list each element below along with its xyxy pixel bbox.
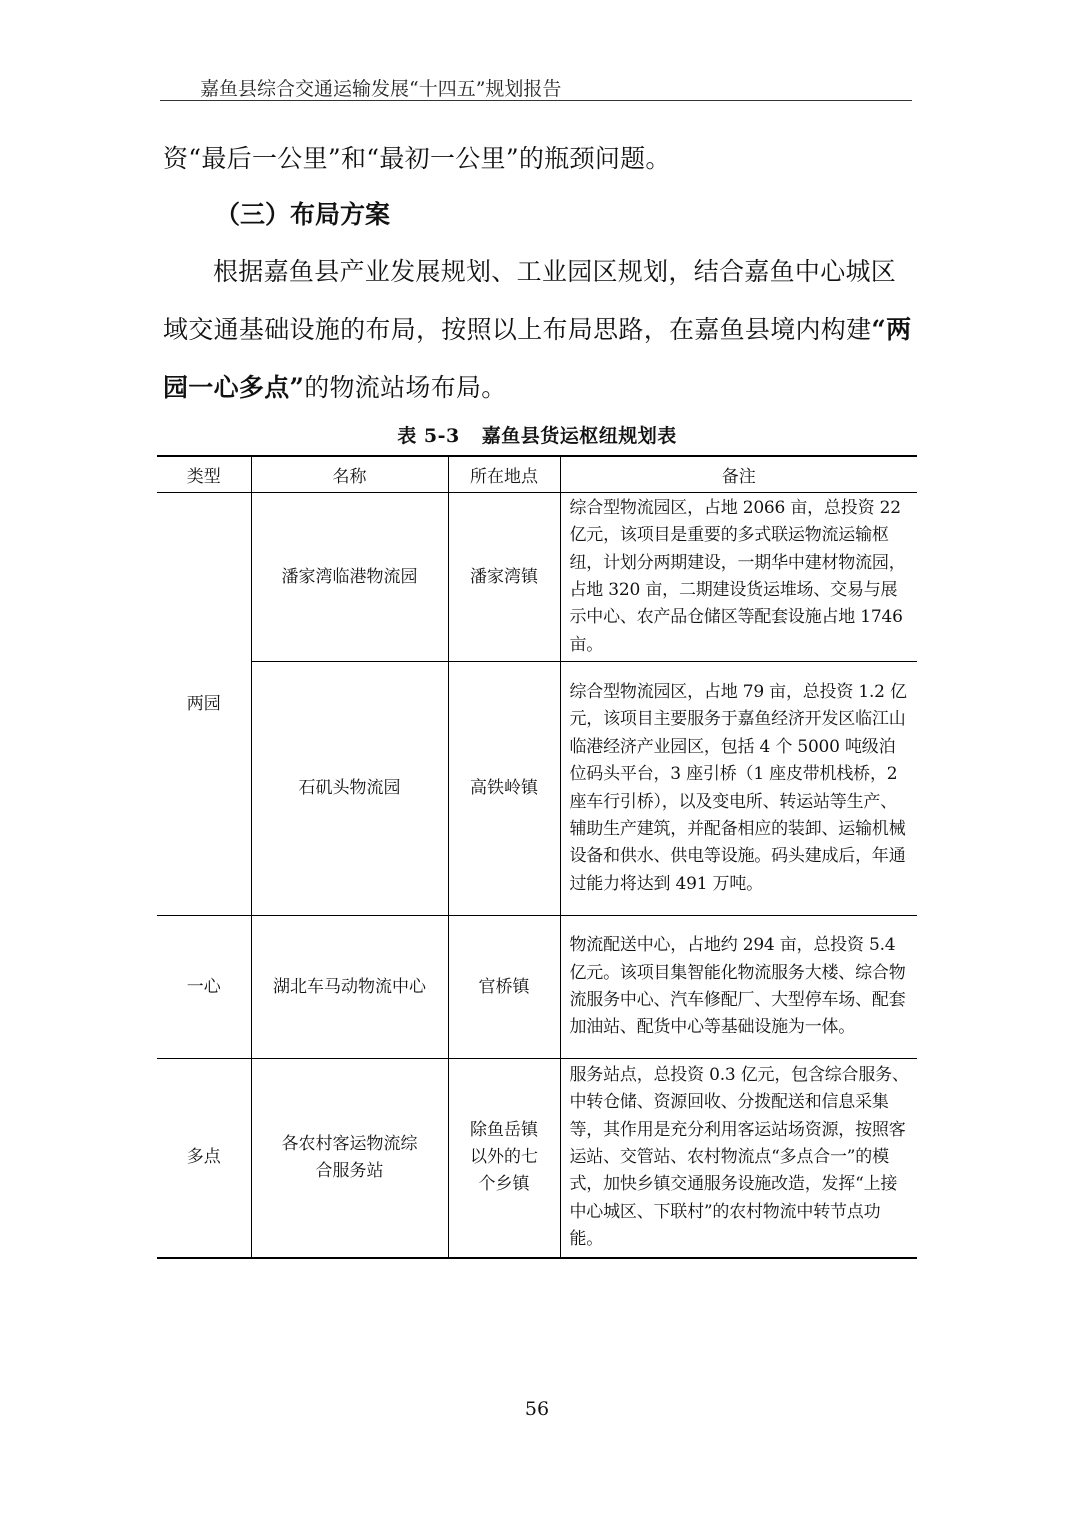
table-caption-number: 表 5-3	[397, 425, 460, 447]
section-heading: （三）布局方案	[215, 200, 391, 229]
table-row	[157, 916, 917, 1059]
cell-note: 服务站点，总投资 0.3 亿元，包含综合服务、中转仓储、资源回收、分拨配送和信息采集等，其作用是充分利用客运站场资源，按照客运站、交管站、农村物流点“多点合一”的模式，加快乡镇交通服务设施改造，发挥“上接中心城区、下联村”的农村物流中转节点功能。	[560, 1059, 917, 1258]
cell-location: 除鱼岳镇以外的七个乡镇	[448, 1059, 560, 1258]
table-row	[157, 1059, 917, 1258]
paragraph-main-text-1: 根据嘉鱼县产业发展规划、工业园区规划，结合嘉鱼中心城区域交通基础设施的布局，按照以上布局思路，在嘉鱼县境内构建	[163, 257, 897, 344]
paragraph-continued: 资“最后一公里”和“最初一公里”的瓶颈问题。	[163, 144, 671, 173]
header-type: 类型	[157, 456, 251, 493]
running-header: 嘉鱼县综合交通运输发展“十四五”规划报告	[200, 78, 562, 100]
cell-name: 石矶头物流园	[251, 662, 448, 916]
cell-type: 多点	[157, 1059, 251, 1258]
table-header-row	[157, 456, 917, 493]
page-number: 56	[524, 1398, 550, 1420]
cell-location: 官桥镇	[448, 916, 560, 1059]
cell-type: 一心	[157, 916, 251, 1059]
header-divider	[160, 100, 912, 101]
table-row	[157, 662, 917, 916]
freight-hub-table	[157, 455, 917, 1259]
table-caption-title: 嘉鱼县货运枢纽规划表	[481, 425, 677, 447]
table-row	[157, 493, 917, 662]
header-location: 所在地点	[448, 456, 560, 493]
header-note: 备注	[560, 456, 917, 493]
paragraph-main	[163, 243, 913, 417]
cell-name: 各农村客运物流综合服务站	[251, 1059, 448, 1258]
header-name: 名称	[251, 456, 448, 493]
paragraph-main-text-2: 的物流站场布局。	[304, 373, 507, 402]
cell-note: 综合型物流园区，占地 2066 亩，总投资 22 亿元，该项目是重要的多式联运物流运输枢纽，计划分两期建设，一期华中建材物流园，占地 320 亩，二期建设货运堆场、交易与展示中心、农产品仓储区等配套设施占地 1746 亩。	[560, 493, 917, 662]
table-caption	[0, 421, 1074, 448]
cell-note: 综合型物流园区，占地 79 亩，总投资 1.2 亿元，该项目主要服务于嘉鱼经济开发区临江山临港经济产业园区，包括 4 个 5000 吨级泊位码头平台，3 座引桥（1 座皮带机栈桥，2 座车行引桥），以及变电所、转运站等生产、辅助生产建筑，并配备相应的装卸、运输机械设备和供水、供电等设施。码头建成后，年通过能力将达到 491 万吨。	[560, 662, 917, 916]
paragraph-main-bold: “两园一心多点”	[163, 315, 912, 402]
cell-location: 潘家湾镇	[448, 493, 560, 662]
cell-name: 湖北车马动物流中心	[251, 916, 448, 1059]
cell-location: 高铁岭镇	[448, 662, 560, 916]
cell-name: 潘家湾临港物流园	[251, 493, 448, 662]
cell-note: 物流配送中心，占地约 294 亩，总投资 5.4 亿元。该项目集智能化物流服务大楼、综合物流服务中心、汽车修配厂、大型停车场、配套加油站、配货中心等基础设施为一体。	[560, 916, 917, 1059]
cell-type: 两园	[157, 493, 251, 916]
